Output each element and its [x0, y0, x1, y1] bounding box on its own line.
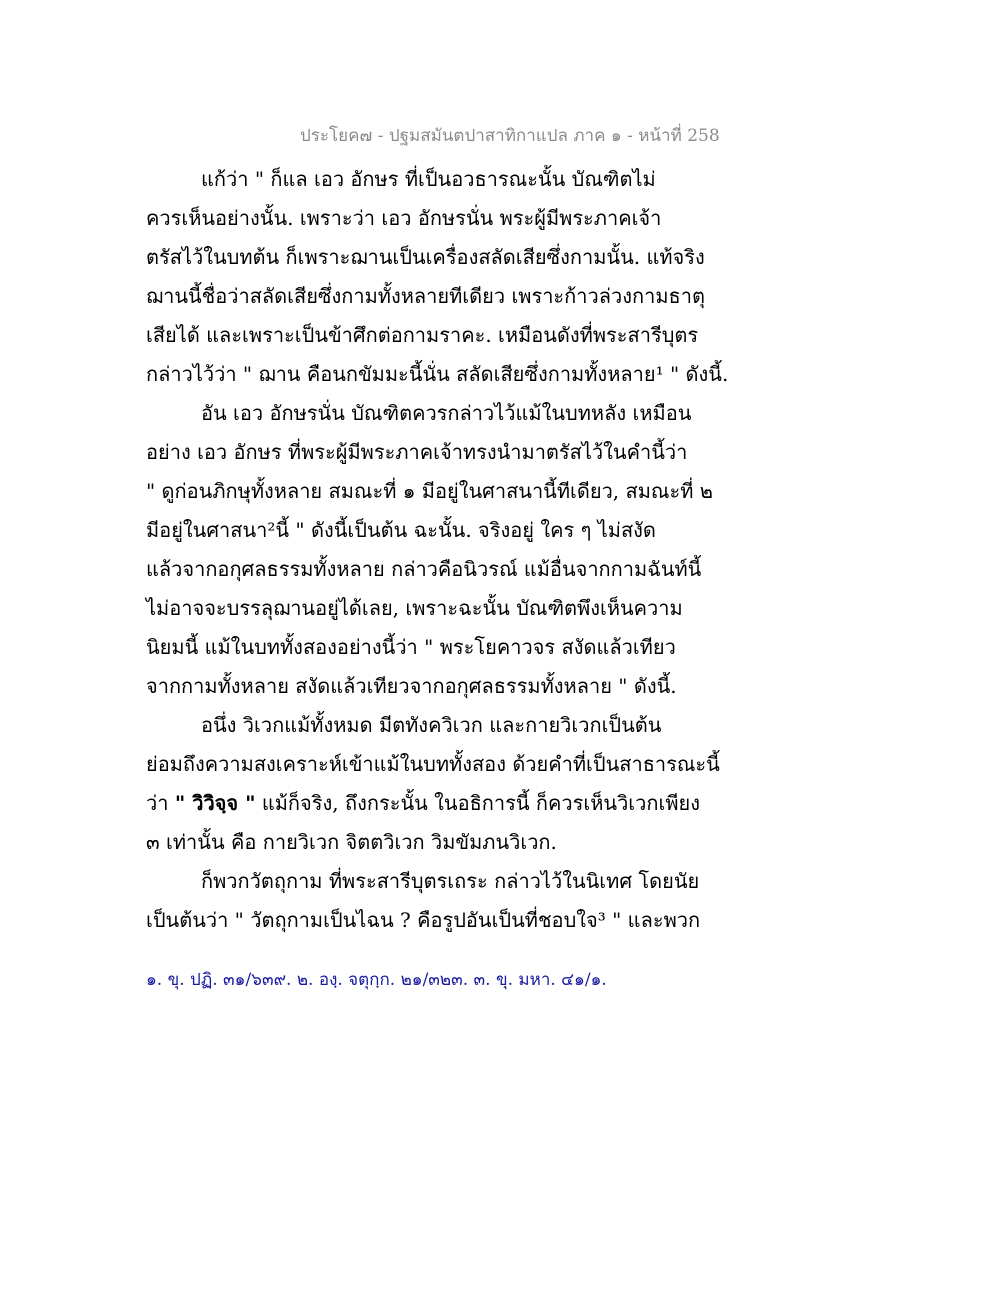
text-line: อัน เอว อักษรนั่น บัณฑิตควรกล่าวไว้แม้ในบทหลัง เหมือน: [201, 401, 692, 425]
text-fragment: แม้ก็จริง, ถึงกระนั้น ในอธิการนี้ ก็ควรเห็นวิเวกเพียง: [261, 791, 700, 815]
page-header: ประโยค๗ - ปฐมสมันตปาสาทิกาแปล ภาค ๑ - หน้าที่ 258: [300, 126, 720, 146]
text-line: มีอยู่ในศาสนา²นี้ " ดังนี้เป็นต้น ฉะนั้น. จริงอยู่ ใคร ๆ ไม่สงัด: [146, 518, 656, 542]
text-line: จากกามทั้งหลาย สงัดแล้วเทียวจากอกุศลธรรมทั้งหลาย " ดังนี้.: [146, 674, 677, 698]
text-line: เสียได้ และเพราะเป็นข้าศึกต่อกามราคะ. เหมือนดังที่พระสารีบุตร: [146, 323, 699, 347]
text-line: ย่อมถึงความสงเคราะห์เข้าแม้ในบททั้งสอง ด้วยคำที่เป็นสาธารณะนี้: [146, 752, 720, 776]
text-line: ไม่อาจจะบรรลุฌานอยู่ได้เลย, เพราะฉะนั้น บัณฑิตพึงเห็นความ: [146, 596, 683, 620]
text-line: ควรเห็นอย่างนั้น. เพราะว่า เอว อักษรนั่น พระผู้มีพระภาคเจ้า: [146, 206, 662, 230]
text-line: ตรัสไว้ในบทต้น ก็เพราะฌานเป็นเครื่องสลัดเสียซึ่งกามนั้น. แท้จริง: [146, 245, 705, 269]
text-fragment: ว่า: [146, 791, 169, 815]
text-line: ๓ เท่านั้น คือ กายวิเวก จิตตวิเวก วิมขัมภนวิเวก.: [146, 830, 557, 854]
footnotes: ๑. ขุ. ปฏิ. ๓๑/๖๓๙. ๒. องฺ. จตุกฺก. ๒๑/๓๒๓. ๓. ขุ. มหา. ๔๑/๑.: [146, 970, 607, 990]
text-line: นิยมนี้ แม้ในบททั้งสองอย่างนี้ว่า " พระโยคาวจร สงัดแล้วเทียว: [146, 635, 676, 659]
body-text: [146, 160, 729, 940]
bold-term: " วิวิจฺจ ": [174, 791, 256, 815]
text-line: ฌานนี้ชื่อว่าสลัดเสียซึ่งกามทั้งหลายทีเดียว เพราะก้าวล่วงกามธาตุ: [146, 284, 705, 308]
text-line: กล่าวไว้ว่า " ฌาน คือนกขัมมะนี้นั่น สลัดเสียซึ่งกามทั้งหลาย¹ " ดังนี้.: [146, 362, 729, 386]
text-line: อนึ่ง วิเวกแม้ทั้งหมด มีตทังควิเวก และกายวิเวกเป็นต้น: [201, 713, 662, 737]
text-line: อย่าง เอว อักษร ที่พระผู้มีพระภาคเจ้าทรงนำมาตรัสไว้ในคำนี้ว่า: [146, 440, 688, 464]
text-line: เป็นต้นว่า " วัตถุกามเป็นไฉน ? คือรูปอันเป็นที่ชอบใจ³ " และพวก: [146, 908, 701, 932]
text-line: แล้วจากอกุศลธรรมทั้งหลาย กล่าวคือนิวรณ์ แม้อื่นจากกามฉันท์นี้: [146, 557, 702, 581]
text-line: [146, 784, 706, 823]
text-line: ก็พวกวัตถุกาม ที่พระสารีบุตรเถระ กล่าวไว้ในนิเทศ โดยนัย: [201, 869, 700, 893]
text-line: " ดูก่อนภิกษุทั้งหลาย สมณะที่ ๑ มีอยู่ในศาสนานี้ทีเดียว, สมณะที่ ๒: [146, 479, 713, 503]
text-line: แก้ว่า " ก็แล เอว อักษร ที่เป็นอวธารณะนั้น บัณฑิตไม่: [201, 167, 656, 191]
